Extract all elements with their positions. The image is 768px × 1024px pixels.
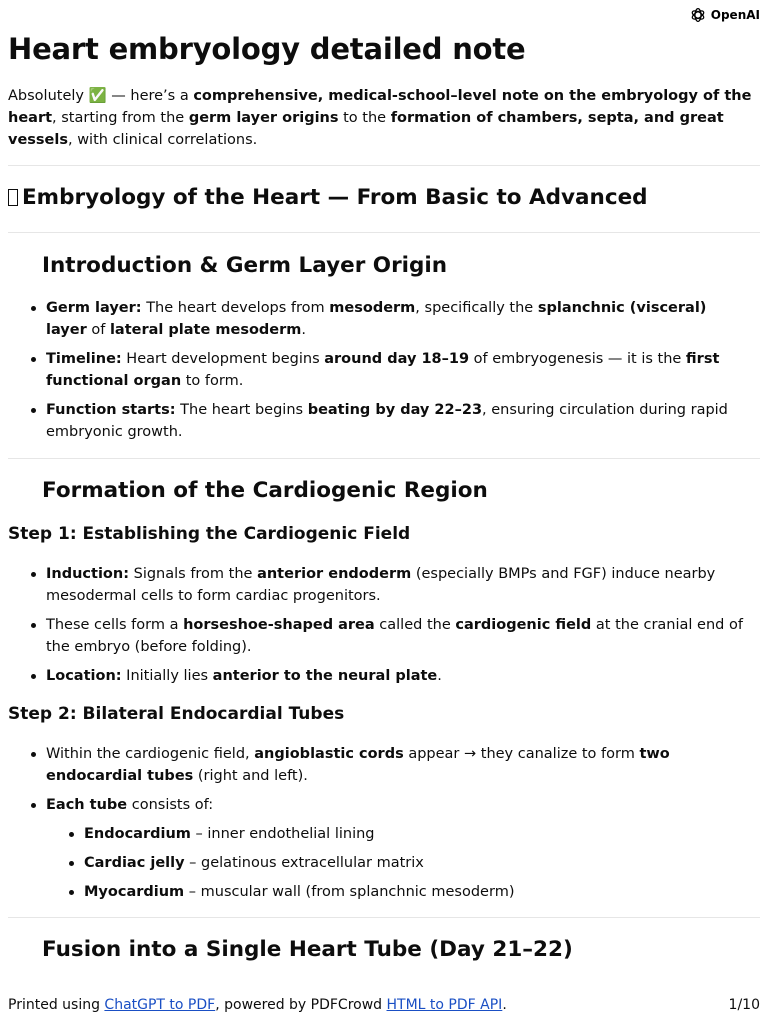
check-mark-icon: ✅ xyxy=(88,88,107,104)
brand xyxy=(689,6,760,24)
divider xyxy=(8,458,760,459)
list-item: Each tube consists of: Endocardium – inner endothelial lining Cardiac jelly – gelatinous extracellular matrix Myocardium – muscular wall (from splanchnic mesoderm) xyxy=(46,794,752,903)
step2-list xyxy=(46,743,752,910)
step1-list xyxy=(46,563,752,694)
html-to-pdf-api-link[interactable]: HTML to PDF API xyxy=(386,997,503,1013)
germ-layer-list xyxy=(46,297,752,450)
divider xyxy=(8,165,760,166)
divider xyxy=(8,917,760,918)
step2-heading: Step 2: Bilateral Endocardial Tubes xyxy=(8,704,345,724)
list-item: Endocardium – inner endothelial lining xyxy=(84,823,752,845)
cardiogenic-section-heading: Formation of the Cardiogenic Region xyxy=(42,478,488,503)
section-heading: Embryology of the Heart — From Basic to Advanced xyxy=(8,185,648,210)
openai-logo-icon xyxy=(689,6,707,24)
page-title: Heart embryology detailed note xyxy=(8,32,526,66)
fusion-heading: Fusion into a Single Heart Tube (Day 21–22) xyxy=(42,937,573,962)
list-item: Location: Initially lies anterior to the neural plate. xyxy=(46,665,752,687)
list-item: Myocardium – muscular wall (from splanchnic mesoderm) xyxy=(84,881,752,903)
missing-glyph-icon xyxy=(8,189,18,206)
list-item: Function starts: The heart begins beating by day 22–23, ensuring circulation during rapid embryonic growth. xyxy=(46,399,752,443)
list-item: Timeline: Heart development begins around day 18–19 of embryogenesis — it is the first functional organ to form. xyxy=(46,348,752,392)
list-item: Within the cardiogenic field, angioblastic cords appear → they canalize to form two endocardial tubes (right and left). xyxy=(46,743,752,787)
tube-layers-list xyxy=(84,823,752,903)
footer xyxy=(8,996,760,1014)
chatgpt-to-pdf-link[interactable]: ChatGPT to PDF xyxy=(104,997,216,1013)
list-item: Germ layer: The heart develops from mesoderm, specifically the splanchnic (visceral) layer of lateral plate mesoderm. xyxy=(46,297,752,341)
step1-heading: Step 1: Establishing the Cardiogenic Field xyxy=(8,524,411,544)
intro-paragraph: Absolutely ✅ — here’s a comprehensive, medical-school–level note on the embryology of the heart, starting from the germ layer origins to the formation of chambers, septa, and great vessels, with clinical correlations. xyxy=(8,88,752,148)
divider xyxy=(8,232,760,233)
page-number: 1/10 xyxy=(728,997,760,1013)
intro-section-heading: Introduction & Germ Layer Origin xyxy=(42,253,448,278)
brand-name: OpenAI xyxy=(710,8,760,22)
list-item: These cells form a horseshoe-shaped area called the cardiogenic field at the cranial end of the embryo (before folding). xyxy=(46,614,752,658)
footer-credit: Printed using ChatGPT to PDF, powered by PDFCrowd HTML to PDF API. xyxy=(8,997,507,1013)
list-item: Induction: Signals from the anterior endoderm (especially BMPs and FGF) induce nearby mesodermal cells to form cardiac progenitors. xyxy=(46,563,752,607)
list-item: Cardiac jelly – gelatinous extracellular matrix xyxy=(84,852,752,874)
